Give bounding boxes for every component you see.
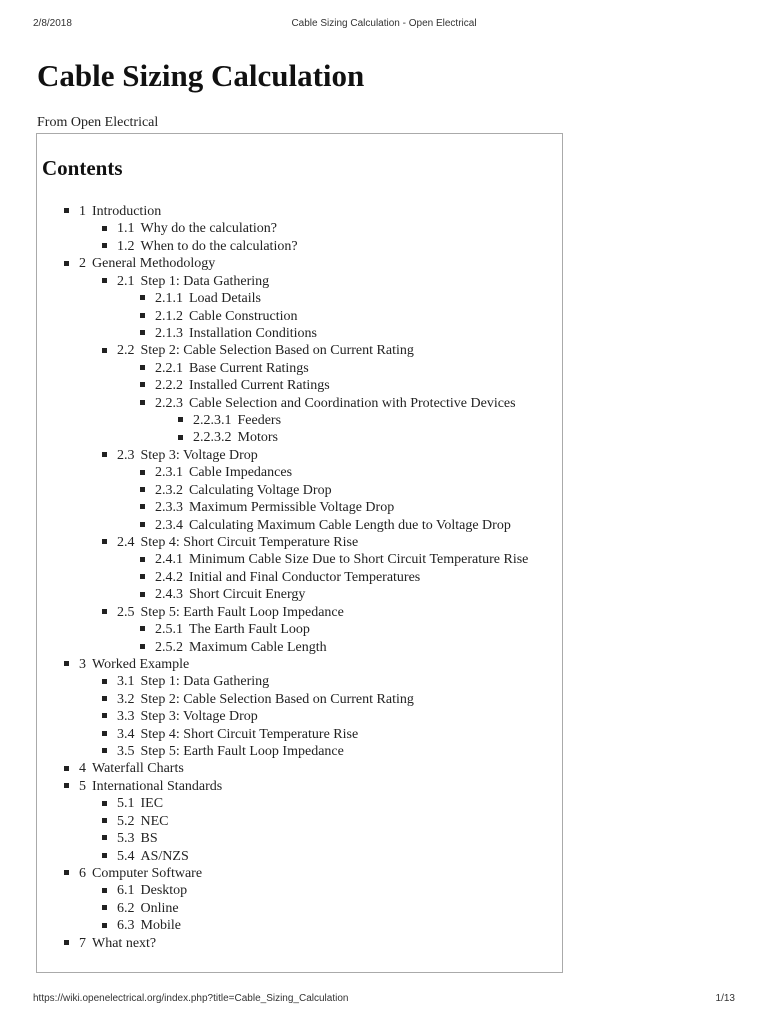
- bullet-icon: [140, 557, 145, 562]
- bullet-icon: [140, 592, 145, 597]
- toc-text: Online: [140, 900, 179, 916]
- toc-number: 2: [79, 256, 86, 272]
- toc-link[interactable]: [102, 813, 169, 830]
- toc-number: 2.5.2: [155, 639, 183, 655]
- bullet-icon: [102, 348, 107, 353]
- toc-number: 6: [79, 865, 86, 881]
- toc-text: Step 2: Cable Selection Based on Current Rating: [140, 343, 414, 359]
- bullet-icon: [102, 853, 107, 858]
- print-url: https://wiki.openelectrical.org/index.php?title=Cable_Sizing_Calculation: [33, 993, 349, 1004]
- toc-text: Motors: [237, 430, 278, 446]
- toc-link[interactable]: [102, 691, 414, 708]
- toc-heading: Contents: [42, 156, 123, 180]
- toc-link[interactable]: [64, 935, 156, 952]
- bullet-icon: [140, 522, 145, 527]
- toc-number: 3.5: [117, 744, 135, 760]
- bullet-icon: [140, 313, 145, 318]
- toc-number: 2.2.3.2: [193, 430, 232, 446]
- toc-number: 2.3.1: [155, 465, 183, 481]
- toc-link[interactable]: [64, 203, 161, 220]
- toc-link[interactable]: [102, 604, 344, 621]
- toc-number: 2.3.4: [155, 517, 183, 533]
- toc-number: 6.2: [117, 900, 135, 916]
- toc-number: 2.2.1: [155, 360, 183, 376]
- bullet-icon: [64, 261, 69, 266]
- toc-number: 2.1.3: [155, 325, 183, 341]
- toc-link[interactable]: [102, 830, 158, 847]
- toc-text: Load Details: [189, 291, 261, 307]
- toc-number: 5: [79, 778, 86, 794]
- toc-text: Introduction: [92, 204, 162, 219]
- toc-link[interactable]: [140, 499, 394, 516]
- toc-link[interactable]: [102, 220, 277, 237]
- bullet-icon: [102, 539, 107, 544]
- bullet-icon: [140, 574, 145, 579]
- toc-text: Minimum Cable Size Due to Short Circuit Temperature Rise: [189, 552, 529, 568]
- toc-text: Maximum Cable Length: [189, 639, 327, 655]
- toc-text: AS/NZS: [140, 848, 189, 864]
- toc-text: Calculating Maximum Cable Length due to Voltage Drop: [189, 517, 511, 533]
- bullet-icon: [140, 295, 145, 300]
- toc-text: International Standards: [92, 778, 223, 794]
- toc-text: Desktop: [140, 883, 188, 899]
- toc-text: NEC: [140, 813, 169, 829]
- toc-number: 6.1: [117, 883, 135, 899]
- toc-number: 6.3: [117, 918, 135, 934]
- toc-text: When to do the calculation?: [140, 238, 298, 254]
- toc-text: Step 4: Short Circuit Temperature Rise: [140, 726, 359, 742]
- toc-number: 5.3: [117, 831, 135, 847]
- toc-link[interactable]: [140, 586, 305, 603]
- bullet-icon: [140, 382, 145, 387]
- print-footer: [0, 993, 768, 1007]
- toc-link[interactable]: [64, 255, 215, 272]
- bullet-icon: [102, 801, 107, 806]
- toc-number: 2.4.1: [155, 552, 183, 568]
- toc-number: 2.5.1: [155, 622, 183, 638]
- toc-link[interactable]: [102, 447, 258, 464]
- toc-number: 3: [79, 656, 86, 672]
- toc-number: 7: [79, 935, 86, 951]
- toc-link[interactable]: [102, 882, 187, 899]
- toc-link[interactable]: [140, 360, 309, 377]
- bullet-icon: [102, 818, 107, 823]
- toc-number: 5.4: [117, 848, 135, 864]
- bullet-icon: [102, 905, 107, 910]
- toc-text: Step 1: Data Gathering: [140, 674, 270, 690]
- toc-text: Why do the calculation?: [140, 221, 277, 237]
- toc-number: 2.4.2: [155, 569, 183, 585]
- toc-number: 2.4.3: [155, 587, 183, 603]
- toc-text: Cable Selection and Coordination with Protective Devices: [189, 395, 516, 411]
- bullet-icon: [178, 435, 183, 440]
- toc-link[interactable]: [102, 708, 258, 725]
- toc-link[interactable]: [140, 308, 298, 325]
- toc-link[interactable]: [140, 290, 261, 307]
- print-date: 2/8/2018: [33, 18, 72, 29]
- bullet-icon: [64, 661, 69, 666]
- toc-text: Step 2: Cable Selection Based on Current Rating: [140, 691, 414, 707]
- toc-text: Worked Example: [92, 656, 190, 672]
- toc-number: 2.1.2: [155, 308, 183, 324]
- toc-text: Initial and Final Conductor Temperatures: [189, 569, 421, 585]
- toc-number: 5.1: [117, 796, 135, 812]
- toc-link[interactable]: [140, 464, 292, 481]
- bullet-icon: [102, 835, 107, 840]
- toc-link[interactable]: [102, 848, 189, 865]
- toc-text: Maximum Permissible Voltage Drop: [189, 500, 395, 516]
- bullet-icon: [102, 748, 107, 753]
- toc-number: 2.3.2: [155, 482, 183, 498]
- print-header: [0, 18, 768, 32]
- toc-text: Installation Conditions: [189, 325, 317, 341]
- toc-number: 2.4: [117, 534, 135, 550]
- toc-text: Step 3: Voltage Drop: [140, 709, 258, 725]
- page-title: Cable Sizing Calculation: [37, 58, 365, 93]
- toc-number: 2.2.3.1: [193, 413, 232, 429]
- toc-link[interactable]: [140, 569, 420, 586]
- toc-number: 4: [79, 761, 86, 777]
- toc-link[interactable]: [102, 726, 358, 743]
- toc-link[interactable]: [140, 325, 317, 342]
- bullet-icon: [102, 452, 107, 457]
- toc-number: 1.1: [117, 221, 135, 237]
- toc-text: Mobile: [140, 918, 181, 934]
- toc-text: Step 1: Data Gathering: [140, 273, 270, 289]
- bullet-icon: [140, 487, 145, 492]
- bullet-icon: [140, 365, 145, 370]
- toc-link[interactable]: [140, 395, 516, 412]
- bullet-icon: [140, 504, 145, 509]
- toc-number: 2.5: [117, 604, 135, 620]
- toc-number: 1: [79, 204, 86, 219]
- toc-link[interactable]: [102, 917, 181, 934]
- toc-text: Short Circuit Energy: [189, 587, 306, 603]
- toc-link[interactable]: [64, 778, 222, 795]
- toc-link[interactable]: [102, 795, 163, 812]
- toc-link[interactable]: [102, 342, 414, 359]
- toc-number: 2.2.3: [155, 395, 183, 411]
- toc-text: Step 4: Short Circuit Temperature Rise: [140, 534, 359, 550]
- toc-text: IEC: [140, 796, 164, 812]
- bullet-icon: [102, 713, 107, 718]
- bullet-icon: [64, 766, 69, 771]
- toc-link[interactable]: [140, 517, 511, 534]
- toc-text: Step 3: Voltage Drop: [140, 447, 258, 463]
- toc-link[interactable]: [140, 639, 327, 656]
- toc-number: 3.3: [117, 709, 135, 725]
- toc-number: 2.1: [117, 273, 135, 289]
- toc-number: 3.4: [117, 726, 135, 742]
- toc-link[interactable]: [102, 673, 269, 690]
- toc-text: Installed Current Ratings: [189, 378, 330, 394]
- toc-text: Computer Software: [92, 865, 203, 881]
- toc-link[interactable]: [140, 377, 330, 394]
- bullet-icon: [178, 417, 183, 422]
- toc-text: Cable Impedances: [189, 465, 293, 481]
- bullet-icon: [102, 679, 107, 684]
- toc-link[interactable]: [140, 482, 332, 499]
- bullet-icon: [64, 940, 69, 945]
- toc-text: The Earth Fault Loop: [189, 622, 310, 638]
- toc-text: Step 5: Earth Fault Loop Impedance: [140, 604, 344, 620]
- toc-text: Feeders: [237, 413, 282, 429]
- bullet-icon: [140, 400, 145, 405]
- toc-link[interactable]: [102, 273, 269, 290]
- toc-text: Base Current Ratings: [189, 360, 309, 376]
- toc-text: Cable Construction: [189, 308, 298, 324]
- bullet-icon: [140, 330, 145, 335]
- toc-text: BS: [140, 831, 158, 847]
- bullet-icon: [64, 870, 69, 875]
- toc-link[interactable]: [64, 865, 202, 882]
- bullet-icon: [64, 208, 69, 213]
- toc-number: 2.3.3: [155, 500, 183, 516]
- bullet-icon: [140, 626, 145, 631]
- bullet-icon: [102, 888, 107, 893]
- page-number: 1/13: [715, 993, 735, 1004]
- toc-text: General Methodology: [92, 256, 216, 272]
- bullet-icon: [102, 923, 107, 928]
- toc-number: 2.2.2: [155, 378, 183, 394]
- bullet-icon: [102, 226, 107, 231]
- bullet-icon: [102, 243, 107, 248]
- bullet-icon: [64, 783, 69, 788]
- bullet-icon: [102, 696, 107, 701]
- print-page-title: Cable Sizing Calculation - Open Electrical: [291, 18, 477, 29]
- toc-link[interactable]: [102, 900, 179, 917]
- toc-number: 2.1.1: [155, 291, 183, 307]
- toc-number: 2.2: [117, 343, 135, 359]
- toc-link[interactable]: [64, 760, 184, 777]
- bullet-icon: [102, 609, 107, 614]
- toc-link[interactable]: [178, 412, 281, 429]
- bullet-icon: [140, 644, 145, 649]
- bullet-icon: [140, 470, 145, 475]
- toc-link[interactable]: [140, 621, 310, 638]
- toc-link[interactable]: [140, 551, 528, 568]
- toc-link[interactable]: [102, 534, 358, 551]
- toc-text: Step 5: Earth Fault Loop Impedance: [140, 744, 344, 760]
- toc-text: What next?: [92, 935, 157, 951]
- toc-number: 5.2: [117, 813, 135, 829]
- toc-link[interactable]: [102, 238, 298, 255]
- toc-number: 1.2: [117, 238, 135, 254]
- toc-number: 3.2: [117, 691, 135, 707]
- toc-link[interactable]: [178, 429, 278, 446]
- toc-number: 2.3: [117, 447, 135, 463]
- toc-text: Waterfall Charts: [92, 761, 184, 777]
- toc-number: 3.1: [117, 674, 135, 690]
- toc-link[interactable]: [102, 743, 344, 760]
- toc-text: Calculating Voltage Drop: [189, 482, 332, 498]
- from-source: From Open Electrical: [37, 115, 159, 130]
- bullet-icon: [102, 731, 107, 736]
- bullet-icon: [102, 278, 107, 283]
- toc-link[interactable]: [64, 656, 189, 673]
